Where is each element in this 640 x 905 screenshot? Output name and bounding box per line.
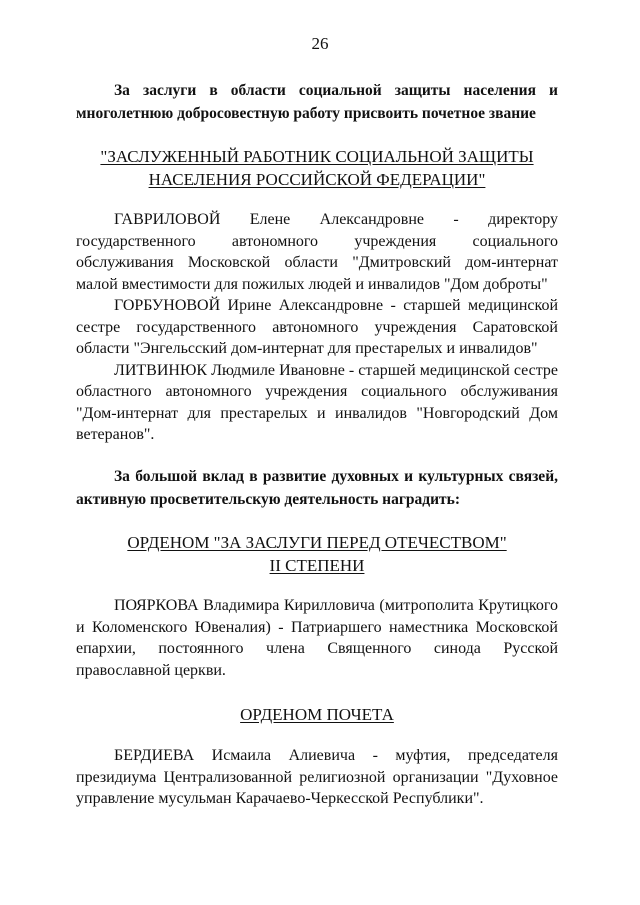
- order2-title-block: [76, 703, 558, 726]
- section2-intro: За большой вклад в развитие духовных и культурных связей, активную просветительскую деятельность наградить:: [76, 468, 558, 508]
- honorary-title-line1: "ЗАСЛУЖЕННЫЙ РАБОТНИК СОЦИАЛЬНОЙ ЗАЩИТЫ: [100, 147, 534, 166]
- awardee-entry: ГАВРИЛОВОЙ Елене Александровне - директору государственного автономного учреждения социального обслуживания Московской области "Дмитровский дом-интернат малой вместимости для пожилых людей и инвалидов "Дом доброты": [76, 211, 558, 293]
- honorary-title-block: [76, 145, 558, 191]
- awardee-entry: ГОРБУНОВОЙ Ирине Александровне - старшей медицинской сестре государственного автономного учреждения Саратовской области "Энгельсский дом-интернат для престарелых и инвалидов": [76, 297, 558, 357]
- honorary-title-line2: НАСЕЛЕНИЯ РОССИЙСКОЙ ФЕДЕРАЦИИ": [148, 170, 486, 189]
- order1-entry: ПОЯРКОВА Владимира Кирилловича (митрополита Крутицкого и Коломенского Ювеналия) - Патриаршего наместника Московской епархии, постоянного члена Священного синода Русской православной церкви.: [76, 597, 558, 679]
- awardee-list: [76, 209, 558, 446]
- order1-entry-block: [76, 595, 558, 681]
- section1-intro-block: [76, 79, 558, 125]
- order1-title-line2: II СТЕПЕНИ: [269, 556, 365, 575]
- order2-title: ОРДЕНОМ ПОЧЕТА: [240, 705, 394, 724]
- section1-intro: За заслуги в области социальной защиты населения и многолетнюю добросовестную работу присвоить почетное звание: [76, 82, 558, 122]
- order1-title-block: [76, 531, 558, 577]
- order2-entry: БЕРДИЕВА Исмаила Алиевича - муфтия, председателя президиума Централизованной религиозной организации "Духовное управление мусульман Карачаево-Черкесской Республики".: [76, 747, 558, 807]
- page-number: 26: [311, 34, 329, 53]
- order2-entry-block: [76, 745, 558, 810]
- section2-intro-block: [76, 465, 558, 511]
- order1-title-line1: ОРДЕНОМ "ЗА ЗАСЛУГИ ПЕРЕД ОТЕЧЕСТВОМ": [127, 533, 507, 552]
- awardee-entry: ЛИТВИНЮК Людмиле Ивановне - старшей медицинской сестре областного автономного учреждения социального обслуживания "Дом-интернат для престарелых и инвалидов "Новгородский Дом ветеранов".: [76, 361, 558, 443]
